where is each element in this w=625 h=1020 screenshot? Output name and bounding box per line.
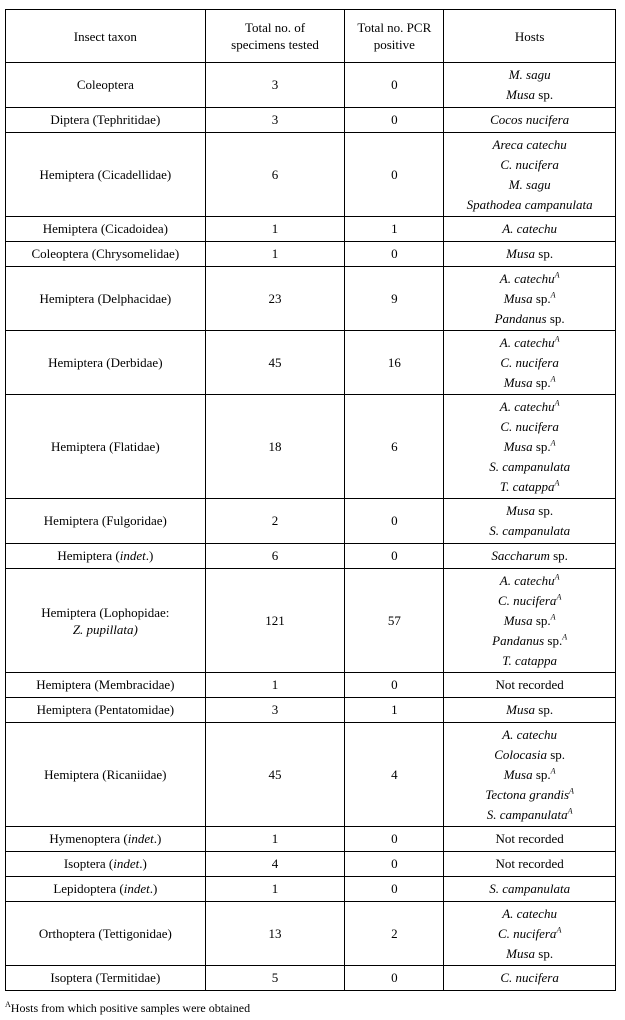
taxon-cell [6, 673, 206, 698]
positive-host-mark: A [556, 592, 562, 602]
specimens-tested-cell: 45 [205, 331, 345, 395]
taxon-cell [6, 827, 206, 852]
host-name: C. nucifera [500, 354, 559, 370]
host-item [448, 904, 611, 924]
pcr-positive-cell: 0 [345, 242, 444, 267]
host-name: Musa [503, 374, 533, 390]
table-row [6, 242, 616, 267]
taxon-text: Isoptera ( [63, 856, 114, 871]
taxon-cell [6, 63, 206, 108]
host-name: A. catechu [499, 398, 555, 414]
host-name: T. catappa [499, 478, 555, 494]
host-name: C. nucifera [500, 156, 559, 172]
hosts-cell [444, 242, 616, 267]
host-item [448, 155, 611, 175]
host-item [448, 546, 611, 566]
host-name: A. catechu [502, 726, 558, 742]
pcr-positive-cell: 2 [345, 902, 444, 966]
hosts-cell [444, 877, 616, 902]
table-row [6, 544, 616, 569]
host-name: Musa [503, 438, 533, 454]
host-item [448, 521, 611, 541]
specimens-tested-cell: 6 [205, 133, 345, 217]
host-item [448, 244, 611, 264]
host-suffix: sp. [532, 438, 551, 454]
hosts-cell [444, 217, 616, 242]
pcr-positive-cell: 0 [345, 499, 444, 544]
host-suffix: sp. [535, 702, 554, 717]
pcr-positive-cell: 0 [345, 673, 444, 698]
host-name: S. campanulata [489, 458, 571, 474]
host-item [448, 397, 611, 417]
host-name: C. nucifera [497, 592, 557, 608]
header-pcr-positive [345, 10, 444, 63]
table-row [6, 966, 616, 991]
table-row [6, 331, 616, 395]
specimens-tested-cell: 1 [205, 673, 345, 698]
specimens-tested-cell: 13 [205, 902, 345, 966]
host-item [448, 591, 611, 611]
positive-host-mark: A [554, 398, 560, 408]
host-item [448, 944, 611, 964]
host-name: Musa [506, 945, 536, 961]
taxon-text: .) [145, 548, 154, 563]
taxon-text: Coleoptera (Chrysomelidae) [31, 246, 180, 261]
host-name: C. nucifera [500, 418, 559, 434]
host-item [448, 417, 611, 437]
host-name: Spathodea campanulata [466, 196, 593, 212]
hosts-cell [444, 698, 616, 723]
positive-host-mark: A [554, 572, 560, 582]
header-line: Hosts [514, 28, 545, 44]
hosts-cell: Not recorded [444, 673, 616, 698]
host-item [448, 309, 611, 329]
hosts-cell [444, 569, 616, 673]
table-row [6, 723, 616, 827]
host-name: T. catappa [502, 652, 557, 668]
taxon-text: Hemiptera (Lophopidae: [41, 604, 170, 620]
host-item [448, 968, 611, 988]
host-item [448, 725, 611, 745]
taxon-cell [6, 217, 206, 242]
taxon-text: Isoptera (Termitidae) [50, 970, 161, 985]
specimens-tested-cell: 6 [205, 544, 345, 569]
pcr-positive-cell: 0 [345, 852, 444, 877]
taxon-text: Hemiptera ( [57, 548, 120, 563]
host-item [448, 785, 611, 805]
pcr-positive-cell: 57 [345, 569, 444, 673]
positive-host-mark: A [550, 766, 556, 776]
pcr-positive-cell: 0 [345, 966, 444, 991]
host-suffix: sp. [546, 746, 566, 762]
specimens-tested-cell: 3 [205, 63, 345, 108]
taxon-text: Hymenoptera ( [49, 831, 128, 846]
host-name: S. campanulata [489, 523, 571, 538]
taxon-text: Hemiptera (Flatidae) [51, 438, 160, 454]
positive-host-mark: A [550, 612, 556, 622]
host-name: S. campanulata [486, 806, 568, 822]
host-item [448, 85, 611, 105]
pcr-positive-cell: 0 [345, 133, 444, 217]
header-row [6, 10, 616, 63]
host-name: Musa [506, 503, 536, 518]
pcr-positive-cell: 0 [345, 544, 444, 569]
taxon-italic: indet [123, 881, 150, 896]
host-name: A. catechu [499, 334, 555, 350]
host-name: Musa [503, 290, 533, 306]
positive-host-mark: A [550, 438, 556, 448]
taxon-cell [6, 877, 206, 902]
taxon-text: Diptera (Tephritidae) [50, 112, 161, 127]
hosts-cell [444, 966, 616, 991]
host-name: A. catechu [499, 270, 555, 286]
host-name: A. catechu [502, 905, 558, 921]
host-name: A. catechu [502, 221, 558, 236]
host-item [448, 571, 611, 591]
host-name: Musa [506, 87, 536, 102]
taxon-cell [6, 331, 206, 395]
taxon-text: Lepidoptera ( [53, 881, 124, 896]
host-item [448, 745, 611, 765]
host-suffix: sp. [532, 612, 551, 628]
taxon-text: Hemiptera (Cicadoidea) [42, 221, 168, 236]
header-line: Insect taxon [73, 28, 137, 44]
host-suffix: sp. [544, 632, 563, 648]
hosts-cell [444, 499, 616, 544]
host-name: Saccharum [491, 548, 550, 563]
host-name: Musa [503, 766, 533, 782]
specimens-tested-cell: 1 [205, 242, 345, 267]
taxon-text: .) [153, 831, 162, 846]
host-item [448, 219, 611, 239]
table-row [6, 133, 616, 217]
host-name: Musa [506, 702, 536, 717]
hosts-cell [444, 902, 616, 966]
specimens-tested-cell: 18 [205, 395, 345, 499]
taxon-text: Hemiptera (Ricaniidae) [44, 766, 167, 782]
host-suffix: sp. [535, 87, 554, 102]
host-name: C. nucifera [497, 925, 557, 941]
host-suffix: sp. [546, 310, 565, 326]
positive-host-mark: A [550, 290, 556, 300]
pcr-positive-cell: 9 [345, 267, 444, 331]
header-line: specimens tested [231, 37, 319, 52]
header-specimens-tested [205, 10, 345, 63]
host-item [448, 879, 611, 899]
host-name: Pandanus [492, 632, 545, 648]
taxon-species: Z. pupillata) [72, 621, 138, 637]
table-row [6, 569, 616, 673]
host-item [448, 65, 611, 85]
taxon-text: .) [139, 856, 147, 871]
host-suffix: sp. [549, 548, 568, 563]
host-item [448, 765, 611, 785]
taxon-cell [6, 852, 206, 877]
taxon-text: .) [149, 881, 158, 896]
taxon-cell [6, 395, 206, 499]
host-item [448, 195, 611, 215]
taxon-cell [6, 242, 206, 267]
positive-host-mark: A [554, 478, 560, 488]
pcr-positive-cell: 0 [345, 63, 444, 108]
host-name: Musa [503, 612, 533, 628]
host-name: Colocasia [494, 746, 547, 762]
host-item [448, 501, 611, 521]
host-name: M. sagu [508, 176, 551, 192]
host-item [448, 631, 611, 651]
pcr-positive-cell: 0 [345, 877, 444, 902]
footnote-text: Hosts from which positive samples were obtained [10, 1001, 251, 1015]
host-item [448, 373, 611, 393]
host-suffix: sp. [532, 290, 551, 306]
header-line: positive [373, 37, 415, 52]
hosts-cell [444, 133, 616, 217]
table-row [6, 267, 616, 331]
taxon-text: Hemiptera (Pentatomidae) [36, 702, 175, 717]
host-item [448, 269, 611, 289]
host-item [448, 611, 611, 631]
header-line: Total no. PCR [357, 20, 432, 35]
hosts-cell: Not recorded [444, 852, 616, 877]
taxon-cell [6, 133, 206, 217]
table-row [6, 698, 616, 723]
taxon-text: Hemiptera (Fulgoridae) [43, 513, 167, 528]
specimens-tested-cell: 121 [205, 569, 345, 673]
host-item [448, 457, 611, 477]
taxon-italic: indet [119, 548, 146, 563]
positive-host-mark: A [556, 925, 562, 935]
positive-host-mark: A [554, 270, 560, 280]
host-suffix: sp. [532, 766, 551, 782]
host-item [448, 353, 611, 373]
hosts-cell [444, 395, 616, 499]
positive-host-mark: A [567, 806, 573, 816]
hosts-cell [444, 63, 616, 108]
specimens-tested-cell: 4 [205, 852, 345, 877]
pcr-positive-cell: 1 [345, 698, 444, 723]
taxon-text: Hemiptera (Membracidae) [36, 677, 175, 692]
specimens-tested-cell: 1 [205, 827, 345, 852]
host-name: Tectona grandis [485, 786, 570, 802]
insect-host-table [5, 9, 616, 991]
specimens-tested-cell: 2 [205, 499, 345, 544]
host-name: M. sagu [508, 67, 551, 82]
host-item [448, 333, 611, 353]
host-name: C. nucifera [500, 970, 559, 985]
host-item [448, 135, 611, 155]
host-name: Musa [506, 246, 536, 261]
host-name: Cocos nucifera [490, 112, 570, 127]
table-row [6, 395, 616, 499]
taxon-cell [6, 108, 206, 133]
specimens-tested-cell: 45 [205, 723, 345, 827]
table-row [6, 499, 616, 544]
host-item [448, 805, 611, 825]
taxon-cell [6, 267, 206, 331]
table-row [6, 877, 616, 902]
positive-host-mark: A [550, 374, 556, 384]
header-hosts [444, 10, 616, 63]
taxon-text: Orthoptera (Tettigonidae) [38, 925, 172, 941]
host-item [448, 924, 611, 944]
header-insect-taxon [6, 10, 206, 63]
positive-host-mark: A [554, 334, 560, 344]
host-suffix: sp. [535, 246, 554, 261]
specimens-tested-cell: 5 [205, 966, 345, 991]
table-row [6, 852, 616, 877]
pcr-positive-cell: 1 [345, 217, 444, 242]
taxon-cell [6, 544, 206, 569]
taxon-italic: indet [113, 856, 140, 871]
host-item [448, 110, 611, 130]
taxon-cell [6, 698, 206, 723]
taxon-cell [6, 966, 206, 991]
host-suffix: sp. [535, 945, 554, 961]
hosts-cell [444, 544, 616, 569]
taxon-italic: indet [127, 831, 154, 846]
pcr-positive-cell: 0 [345, 827, 444, 852]
taxon-cell [6, 902, 206, 966]
taxon-text: Hemiptera (Derbidae) [48, 354, 163, 370]
footnote [5, 1001, 250, 1016]
host-name: S. campanulata [489, 881, 571, 896]
footnote-mark: A [5, 1000, 11, 1009]
hosts-cell [444, 108, 616, 133]
table-row [6, 827, 616, 852]
taxon-cell [6, 723, 206, 827]
table-row [6, 108, 616, 133]
specimens-tested-cell: 3 [205, 108, 345, 133]
hosts-cell [444, 723, 616, 827]
host-item [448, 289, 611, 309]
host-item [448, 437, 611, 457]
taxon-text: Hemiptera (Delphacidae) [39, 290, 172, 306]
host-item [448, 700, 611, 720]
specimens-tested-cell: 1 [205, 877, 345, 902]
host-item [448, 477, 611, 497]
host-name: Areca catechu [492, 136, 567, 152]
table-row [6, 902, 616, 966]
table-row [6, 217, 616, 242]
host-name: Pandanus [494, 310, 547, 326]
pcr-positive-cell: 6 [345, 395, 444, 499]
pcr-positive-cell: 0 [345, 108, 444, 133]
host-item [448, 651, 611, 671]
positive-host-mark: A [562, 632, 568, 642]
hosts-cell [444, 267, 616, 331]
taxon-cell [6, 499, 206, 544]
taxon-cell [6, 569, 206, 673]
hosts-cell: Not recorded [444, 827, 616, 852]
pcr-positive-cell: 4 [345, 723, 444, 827]
positive-host-mark: A [569, 786, 574, 796]
table-row [6, 673, 616, 698]
header-line: Total no. of [244, 20, 306, 35]
table-row [6, 63, 616, 108]
host-suffix: sp. [532, 374, 551, 390]
host-suffix: sp. [535, 503, 554, 518]
specimens-tested-cell: 3 [205, 698, 345, 723]
specimens-tested-cell: 23 [205, 267, 345, 331]
hosts-cell [444, 331, 616, 395]
specimens-tested-cell: 1 [205, 217, 345, 242]
host-item [448, 175, 611, 195]
pcr-positive-cell: 16 [345, 331, 444, 395]
host-name: A. catechu [499, 572, 555, 588]
taxon-text: Coleoptera [76, 77, 134, 92]
taxon-text: Hemiptera (Cicadellidae) [39, 166, 172, 182]
